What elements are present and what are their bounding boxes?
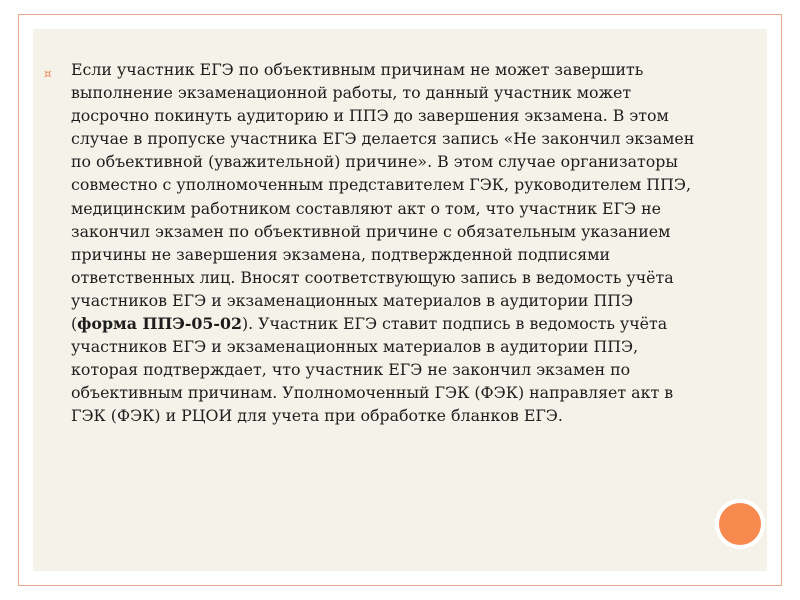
bullet-icon: ¤	[44, 67, 52, 81]
paragraph-text-part-1: Если участник ЕГЭ по объективным причинам не может завершить выполнение экзаменационной работы, то данный участник может досрочно покинуть аудиторию и ППЭ до завершения экзамена. В этом случае в пропуске участника ЕГЭ делается запись «Не закончил экзамен по объективной (уважительной) причине». В этом случае организаторы совместно с уполномоченным представителем ГЭК, руководителем ППЭ, медицинским работником составляют акт о том, что участник ЕГЭ не закончил экзамен по объективной причине с обязательным указанием причины не завершения экзамена, подтвержденной подписями ответственных лиц. Вносят соответствующую запись в ведомость учёта участников ЕГЭ и экзаменационных материалов в аудитории ППЭ (	[71, 60, 695, 334]
body-paragraph	[71, 58, 696, 428]
accent-circle	[715, 499, 765, 549]
form-name: форма ППЭ-05-02	[77, 314, 242, 334]
paragraph-text-part-2: ). Участник ЕГЭ ставит подпись в ведомость учёта участников ЕГЭ и экзаменационных материалов в аудитории ППЭ, которая подтверждает, что участник ЕГЭ не закончил экзамен по объективным причинам. Уполномоченный ГЭК (ФЭК) направляет акт в ГЭК (ФЭК) и РЦОИ для учета при обработке бланков ЕГЭ.	[71, 314, 674, 426]
